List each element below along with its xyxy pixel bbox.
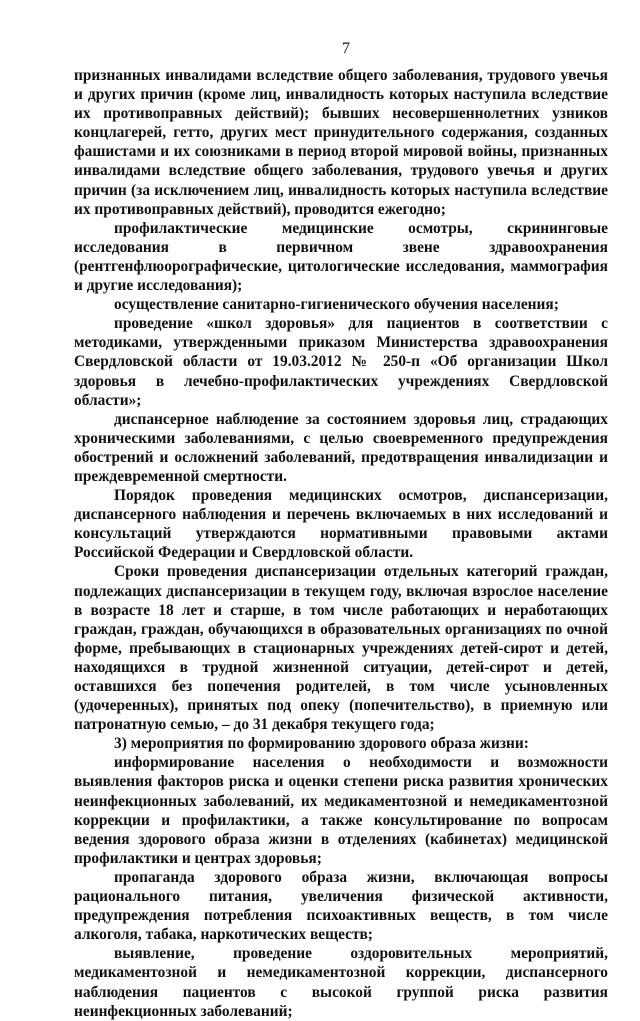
document-body [74, 66, 608, 1021]
paragraph-6: Порядок проведения медицинских осмотров, диспансеризации, диспансерного наблюдения и перечень включаемых в них исследований и консультаций утверждаются нормативными правовыми актами Российской Федерации и Свердловской области. [74, 487, 608, 562]
paragraph-7: Сроки проведения диспансеризации отдельных категорий граждан, подлежащих диспансеризации в текущем году, включая взрослое население в возрасте 18 лет и старше, в том числе работающих и неработающих граждан, граждан, обучающихся в образовательных организациях по очной форме, пребывающих в стационарных учреждениях детей-сирот и детей, находящихся в трудной жизненной ситуации, детей-сирот и детей, оставшихся без попечения родителей, в том числе усыновленных (удочеренных), принятых под опеку (попечительство), в приемную или патронатную семью, – до 31 декабря текущего года; [74, 563, 608, 734]
paragraph-9: информирование населения о необходимости и возможности выявления факторов риска и оценки степени риска развития хронических неинфекционных заболеваний, их медикаментозной и немедикаментозной коррекции и профилактики, а также консультирование по вопросам ведения здорового образа жизни в отделениях (кабинетах) медицинской профилактики и центрах здоровья; [74, 754, 608, 867]
paragraph-11: выявление, проведение оздоровительных мероприятий, медикаментозной и немедикаментозной коррекции, диспансерного наблюдения пациентов с высокой группой риска развития неинфекционных заболеваний; [74, 945, 608, 1020]
paragraph-8: 3) мероприятия по формированию здорового образа жизни: [114, 735, 529, 753]
paragraph-5: диспансерное наблюдение за состоянием здоровья лиц, страдающих хроническими заболеваниями, с целью своевременного предупреждения обострений и осложнений заболеваний, предотвращения инвалидизации и преждевременной смертности. [74, 410, 608, 485]
paragraph-3: осуществление санитарно-гигиенического обучения населения; [114, 296, 559, 314]
paragraph-2: профилактические медицинские осмотры, скрининговые исследования в первичном звене здравоохранения (рентгенфлюорографические, цитологические исследования, маммография и другие исследования); [74, 219, 608, 295]
paragraph-4: проведение «школ здоровья» для пациентов в соответствии с методиками, утвержденными приказом Министерства здравоохранения Свердловской области от 19.03.2012 № 250-п «Об организации Школ здоровья в лечебно-профилактических учреждениях Свердловской области»; [74, 315, 608, 409]
paragraph-10: пропаганда здорового образа жизни, включающая вопросы рационального питания, увеличения физической активности, предупреждения потребления психоактивных веществ, в том числе алкоголя, табака, наркотических веществ; [74, 868, 608, 944]
paragraph-1: признанных инвалидами вследствие общего заболевания, трудового увечья и других причин (кроме лиц, инвалидность которых наступила вследствие их противоправных действий); бывших несовершеннолетних узников концлагерей, гетто, других мест принудительного содержания, созданных фашистами и их союзниками в период второй мировой войны, признанных инвалидами вследствие общего заболевания, трудового увечья и других причин (за исключением лиц, инвалидность которых наступила вследствие их противоправных действий), проводится ежегодно; [74, 67, 608, 218]
page-number: 7 [342, 40, 350, 57]
